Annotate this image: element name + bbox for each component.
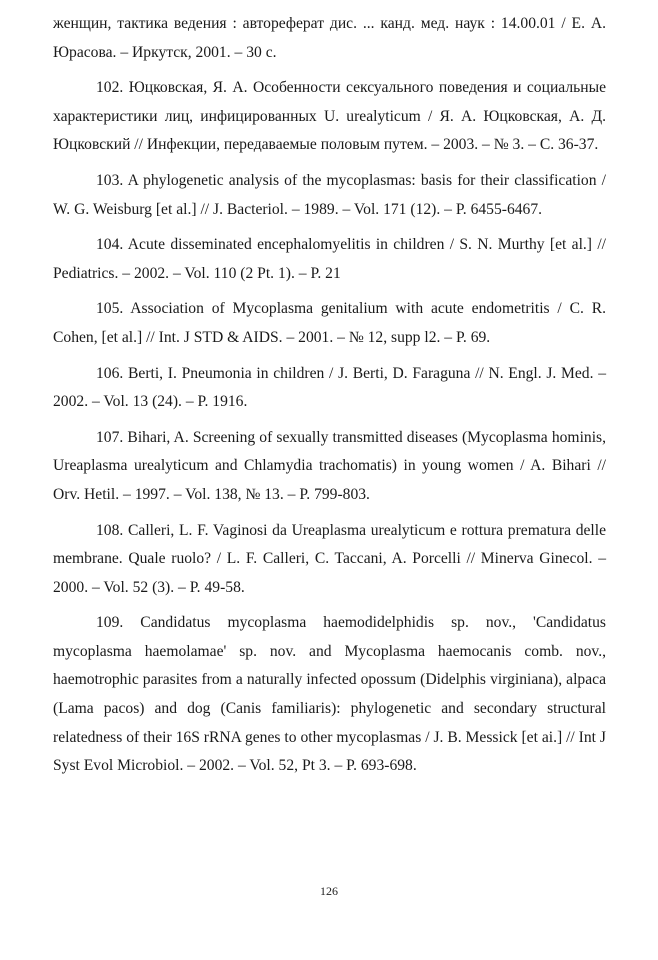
reference-entry-103 bbox=[53, 167, 606, 224]
reference-entry-107 bbox=[53, 424, 606, 510]
reference-entry-104 bbox=[53, 231, 606, 288]
reference-entry-102 bbox=[53, 74, 606, 160]
reference-entry-continued bbox=[53, 10, 606, 67]
reference-text: A phylogenetic analysis of the mycoplasmas: basis for their classification / W. G. Weisburg [et al.] // J. Bacteriol. – 1989. – Vol. 171 (12). – P. 6455-6467. bbox=[53, 171, 606, 218]
reference-text: Candidatus mycoplasma haemodidelphidis sp. nov., 'Candidatus mycoplasma haemolamae' sp. nov. and Mycoplasma haemocanis comb. nov., haemotrophic parasites from a naturally infected opossum (Didelphis virginiana), alpaca (Lama pacos) and dog (Canis familiaris): phylogenetic and secondary structural relatedness of their 16S rRNA genes to other mycoplasmas / J. B. Messick [et ai.] // Int J Syst Evol Microbiol. – 2002. – Vol. 52, Pt 3. – P. 693-698. bbox=[53, 614, 606, 775]
reference-text: Юцковская, Я. А. Особенности сексуального поведения и социальные характеристики лиц, инфицированных U. urealyticum / Я. А. Юцковская, А. Д. Юцковский // Инфекции, передаваемые половым путем. – 2003. – № 3. – С. 36-37. bbox=[53, 79, 606, 154]
reference-number: 105. bbox=[96, 300, 124, 318]
reference-number: 107. bbox=[96, 428, 124, 446]
reference-number: 104. bbox=[96, 236, 124, 254]
page-number: 126 bbox=[320, 884, 338, 898]
reference-text: Acute disseminated encephalomyelitis in children / S. N. Murthy [et al.] // Pediatrics. – 2002. – Vol. 110 (2 Pt. 1). – P. 21 bbox=[53, 236, 606, 282]
reference-number: 102. bbox=[96, 79, 124, 97]
reference-entry-105 bbox=[53, 295, 606, 352]
reference-entry-109 bbox=[53, 609, 606, 781]
reference-number: 106. bbox=[96, 364, 124, 382]
reference-list bbox=[53, 10, 606, 788]
reference-text: Association of Mycoplasma genitalium with acute endometritis / C. R. Cohen, [et al.] // Int. J STD & AIDS. – 2001. – № 12, supp l2. – P. 69. bbox=[53, 300, 606, 346]
reference-entry-106 bbox=[53, 360, 606, 417]
reference-number: 103. bbox=[96, 171, 124, 189]
reference-text: Berti, I. Pneumonia in children / J. Berti, D. Faraguna // N. Engl. J. Med. – 2002. – Vol. 13 (24). – P. 1916. bbox=[53, 364, 606, 411]
reference-text: Bihari, A. Screening of sexually transmitted diseases (Mycoplasma hominis, Ureaplasma urealyticum and Chlamydia trachomatis) in young women / A. Bihari // Orv. Hetil. – 1997. – Vol. 138, № 13. – P. 799-803. bbox=[53, 428, 606, 503]
reference-entry-108 bbox=[53, 517, 606, 603]
reference-number: 108. bbox=[96, 521, 124, 539]
reference-text: женщин, тактика ведения : автореферат дис. ... канд. мед. наук : 14.00.01 / Е. А. Юрасова. – Иркутск, 2001. – 30 с. bbox=[53, 15, 606, 61]
reference-number: 109. bbox=[96, 614, 124, 632]
reference-text: Calleri, L. F. Vaginosi da Ureaplasma urealyticum e rottura prematura delle membrane. Quale ruolo? / L. F. Calleri, C. Taccani, A. Porcelli // Minerva Ginecol. – 2000. – Vol. 52 (3). – P. 49-58. bbox=[53, 521, 606, 596]
